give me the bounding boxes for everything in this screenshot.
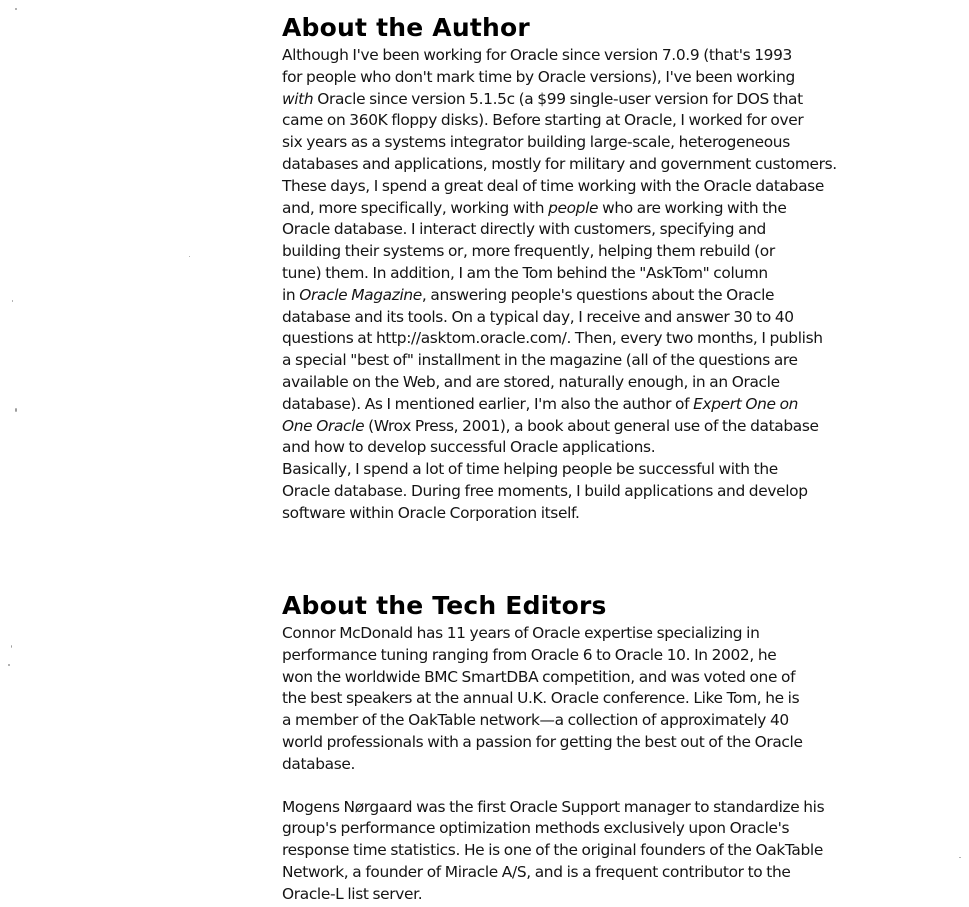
author-summary-paragraph [282, 459, 862, 524]
text-fragment: and, more specifically, working with [282, 198, 549, 217]
text-line: databases and applications, mostly for military and government customers. [282, 154, 837, 173]
scan-speck [8, 664, 10, 666]
text-line: performance tuning ranging from Oracle 6 to Oracle 10. In 2002, he [282, 645, 777, 664]
text-fragment: , answering people's questions about the Oracle [421, 285, 775, 304]
book-title: Expert One on [693, 394, 799, 413]
scan-speck [12, 300, 13, 302]
emphasis-text: people [548, 198, 599, 217]
about-author-heading: About the Author [282, 13, 530, 42]
text-line: came on 360K floppy disks). Before starting at Oracle, I worked for over [282, 111, 804, 130]
text-line: Oracle database. During free moments, I build applications and develop [282, 481, 808, 500]
text-line: These days, I spend a great deal of time working with the Oracle database [282, 176, 824, 195]
text-line: and how to develop successful Oracle applications. [282, 438, 656, 457]
text-line: a member of the OakTable network—a collection of approximately 40 [282, 711, 789, 730]
author-bio-paragraph [282, 45, 862, 459]
text-line [282, 198, 862, 220]
paragraph-spacer [282, 776, 862, 797]
editor-bio-connor [282, 623, 862, 776]
scan-speck [11, 645, 12, 648]
about-tech-editors-heading: About the Tech Editors [282, 591, 607, 620]
text-line [282, 285, 862, 307]
text-line: questions at http://asktom.oracle.com/. Then, every two months, I publish [282, 329, 823, 348]
text-line: a special "best of" installment in the magazine (all of the questions are [282, 351, 798, 370]
text-line: Connor McDonald has 11 years of Oracle expertise specializing in [282, 624, 760, 642]
scan-speck [959, 857, 961, 858]
book-title: One Oracle [282, 416, 365, 435]
scan-speck [189, 256, 190, 257]
text-fragment: database). As I mentioned earlier, I'm also the author of [282, 394, 694, 413]
text-line: database and its tools. On a typical day, I receive and answer 30 to 40 [282, 307, 794, 326]
text-line: group's performance optimization methods exclusively upon Oracle's [282, 819, 790, 838]
text-line: Basically, I spend a lot of time helping people be successful with the [282, 460, 778, 479]
text-line [282, 394, 862, 416]
publication-title: Oracle Magazine [299, 285, 422, 304]
editor-bio-mogens [282, 797, 862, 906]
text-line: Network, a founder of Miracle A/S, and is a frequent contributor to the [282, 862, 791, 881]
text-line: software within Oracle Corporation itself. [282, 503, 580, 522]
text-line: Oracle-L list server. [282, 884, 423, 903]
text-line: for people who don't mark time by Oracle versions), I've been working [282, 67, 795, 86]
text-line: response time statistics. He is one of the original founders of the OakTable [282, 841, 823, 860]
text-fragment: who are working with the [598, 198, 787, 217]
scan-speck [15, 8, 17, 10]
text-line: Oracle database. I interact directly with customers, specifying and [282, 220, 766, 239]
text-line: six years as a systems integrator building large-scale, heterogeneous [282, 133, 790, 152]
text-line: won the worldwide BMC SmartDBA competition, and was voted one of [282, 667, 796, 686]
text-line: building their systems or, more frequently, helping them rebuild (or [282, 242, 775, 261]
text-line: available on the Web, and are stored, naturally enough, in an Oracle [282, 372, 780, 391]
text-line [282, 89, 862, 111]
text-line: world professionals with a passion for getting the best out of the Oracle [282, 732, 803, 751]
about-author-section [282, 12, 862, 525]
text-line: Mogens Nørgaard was the first Oracle Support manager to standardize his [282, 797, 825, 816]
text-line: database. [282, 754, 356, 773]
about-tech-editors-section [282, 590, 862, 906]
text-line: Although I've been working for Oracle since version 7.0.9 (that's 1993 [282, 46, 792, 64]
scan-speck [15, 408, 17, 412]
text-line: the best speakers at the annual U.K. Oracle conference. Like Tom, he is [282, 689, 800, 708]
text-line: tune) them. In addition, I am the Tom behind the "AskTom" column [282, 263, 768, 282]
text-fragment: (Wrox Press, 2001), a book about general use of the database [364, 416, 819, 435]
text-fragment: in [282, 285, 300, 304]
emphasis-text: with [282, 89, 314, 108]
text-fragment: Oracle since version 5.1.5c (a $99 single-user version for DOS that [313, 89, 803, 108]
text-line [282, 416, 862, 438]
